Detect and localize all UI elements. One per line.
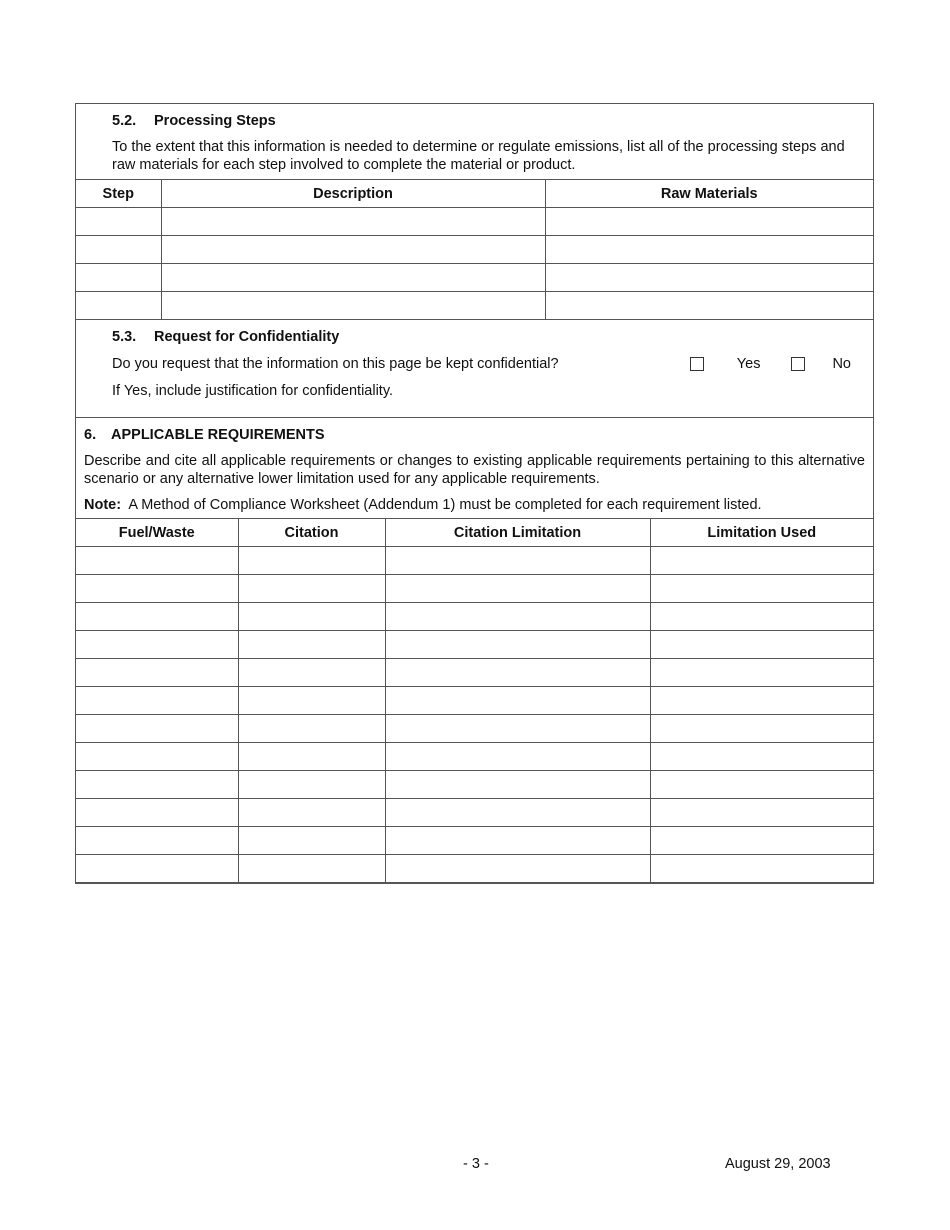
table-cell[interactable] [76,631,238,659]
table-cell[interactable] [76,547,238,575]
table-cell[interactable] [76,687,238,715]
table-cell[interactable] [76,771,238,799]
requirements-description: Describe and cite all applicable requirements or changes to existing applicable requirements pertaining to this alternative scenario or any alternative lower limitation used for any applicable requirements. [84,453,865,487]
table-cell[interactable] [385,575,650,603]
confidentiality-question-row [112,355,865,373]
note-label: Note: [84,497,122,513]
table-cell[interactable] [238,715,385,743]
table-row [76,771,873,799]
requirements-note [84,496,865,514]
table-cell[interactable] [238,547,385,575]
table-cell[interactable] [545,208,873,236]
table-cell[interactable] [650,799,873,827]
table-cell[interactable] [238,687,385,715]
table-cell[interactable] [76,264,161,292]
table-cell[interactable] [650,575,873,603]
table-cell[interactable] [545,236,873,264]
no-label: No [832,356,851,372]
col-citation-limitation: Citation Limitation [385,519,650,547]
table-cell[interactable] [545,292,873,320]
form-frame [75,103,874,884]
table-cell[interactable] [385,771,650,799]
requirements-table [76,518,873,883]
yes-label: Yes [736,356,761,372]
table-cell[interactable] [161,264,545,292]
table-cell[interactable] [238,631,385,659]
confidentiality-heading [112,328,865,346]
table-cell[interactable] [385,659,650,687]
table-cell[interactable] [161,292,545,320]
col-fuel-waste: Fuel/Waste [76,519,238,547]
table-row [76,659,873,687]
table-row [76,603,873,631]
table-cell[interactable] [650,687,873,715]
section-number: 5.2. [112,113,137,129]
confidentiality-instruction: If Yes, include justification for confidentiality. [112,383,394,399]
table-row [76,547,873,575]
table-cell[interactable] [650,547,873,575]
table-cell[interactable] [650,603,873,631]
table-cell[interactable] [650,743,873,771]
table-cell[interactable] [650,631,873,659]
table-cell[interactable] [650,659,873,687]
confidentiality-question: Do you request that the information on this page be kept confidential? [112,356,559,372]
table-row [76,799,873,827]
yes-checkbox[interactable] [690,357,704,371]
section-number: 6. [84,427,97,443]
table-cell[interactable] [76,292,161,320]
table-cell[interactable] [650,715,873,743]
section-title: APPLICABLE REQUIREMENTS [111,427,325,443]
table-cell[interactable] [238,855,385,883]
section-number: 5.3. [112,329,137,345]
processing-steps-description: To the extent that this information is needed to determine or regulate emissions, list all of the processing steps and raw materials for each step involved to complete the material or product. [112,139,845,173]
table-cell[interactable] [76,855,238,883]
table-row [76,631,873,659]
table-row [76,575,873,603]
table-cell[interactable] [385,827,650,855]
table-cell[interactable] [238,771,385,799]
table-cell[interactable] [385,743,650,771]
col-limitation-used: Limitation Used [650,519,873,547]
table-row [76,687,873,715]
table-cell[interactable] [76,743,238,771]
table-cell[interactable] [161,208,545,236]
table-cell[interactable] [76,827,238,855]
table-cell[interactable] [76,799,238,827]
table-row [76,208,873,236]
table-row [76,715,873,743]
table-row [76,292,873,320]
table-cell[interactable] [650,827,873,855]
table-cell[interactable] [385,799,650,827]
table-cell[interactable] [385,855,650,883]
col-step: Step [76,180,161,208]
table-cell[interactable] [385,687,650,715]
requirements-table-body [76,547,873,883]
processing-steps-section [76,104,873,179]
table-cell[interactable] [385,631,650,659]
table-cell[interactable] [650,855,873,883]
page-number: - 3 - [463,1156,489,1172]
no-checkbox[interactable] [791,357,805,371]
table-row [76,827,873,855]
applicable-requirements-heading [84,426,865,444]
table-row [76,264,873,292]
note-text: A Method of Compliance Worksheet (Addendum 1) must be completed for each requirement listed. [128,497,762,513]
table-cell[interactable] [76,659,238,687]
col-raw-materials: Raw Materials [545,180,873,208]
table-cell[interactable] [76,603,238,631]
table-cell[interactable] [385,603,650,631]
processing-steps-heading [112,112,865,130]
col-citation: Citation [238,519,385,547]
table-cell[interactable] [650,771,873,799]
table-cell[interactable] [545,264,873,292]
table-cell[interactable] [238,603,385,631]
applicable-requirements-section [76,417,873,518]
table-cell[interactable] [238,827,385,855]
table-cell[interactable] [161,236,545,264]
processing-steps-table [76,179,873,320]
table-cell[interactable] [76,715,238,743]
table-row [76,236,873,264]
table-row [76,855,873,883]
section-title: Processing Steps [154,113,276,129]
table-cell[interactable] [238,743,385,771]
table-cell[interactable] [76,575,238,603]
table-cell[interactable] [76,208,161,236]
footer-date: August 29, 2003 [725,1156,831,1172]
table-cell[interactable] [385,715,650,743]
table-cell[interactable] [76,236,161,264]
table-row [76,743,873,771]
col-description: Description [161,180,545,208]
table-cell[interactable] [238,575,385,603]
section-title: Request for Confidentiality [154,329,340,345]
confidentiality-section [76,320,873,417]
table-cell[interactable] [238,659,385,687]
table-cell[interactable] [385,547,650,575]
table-cell[interactable] [238,799,385,827]
